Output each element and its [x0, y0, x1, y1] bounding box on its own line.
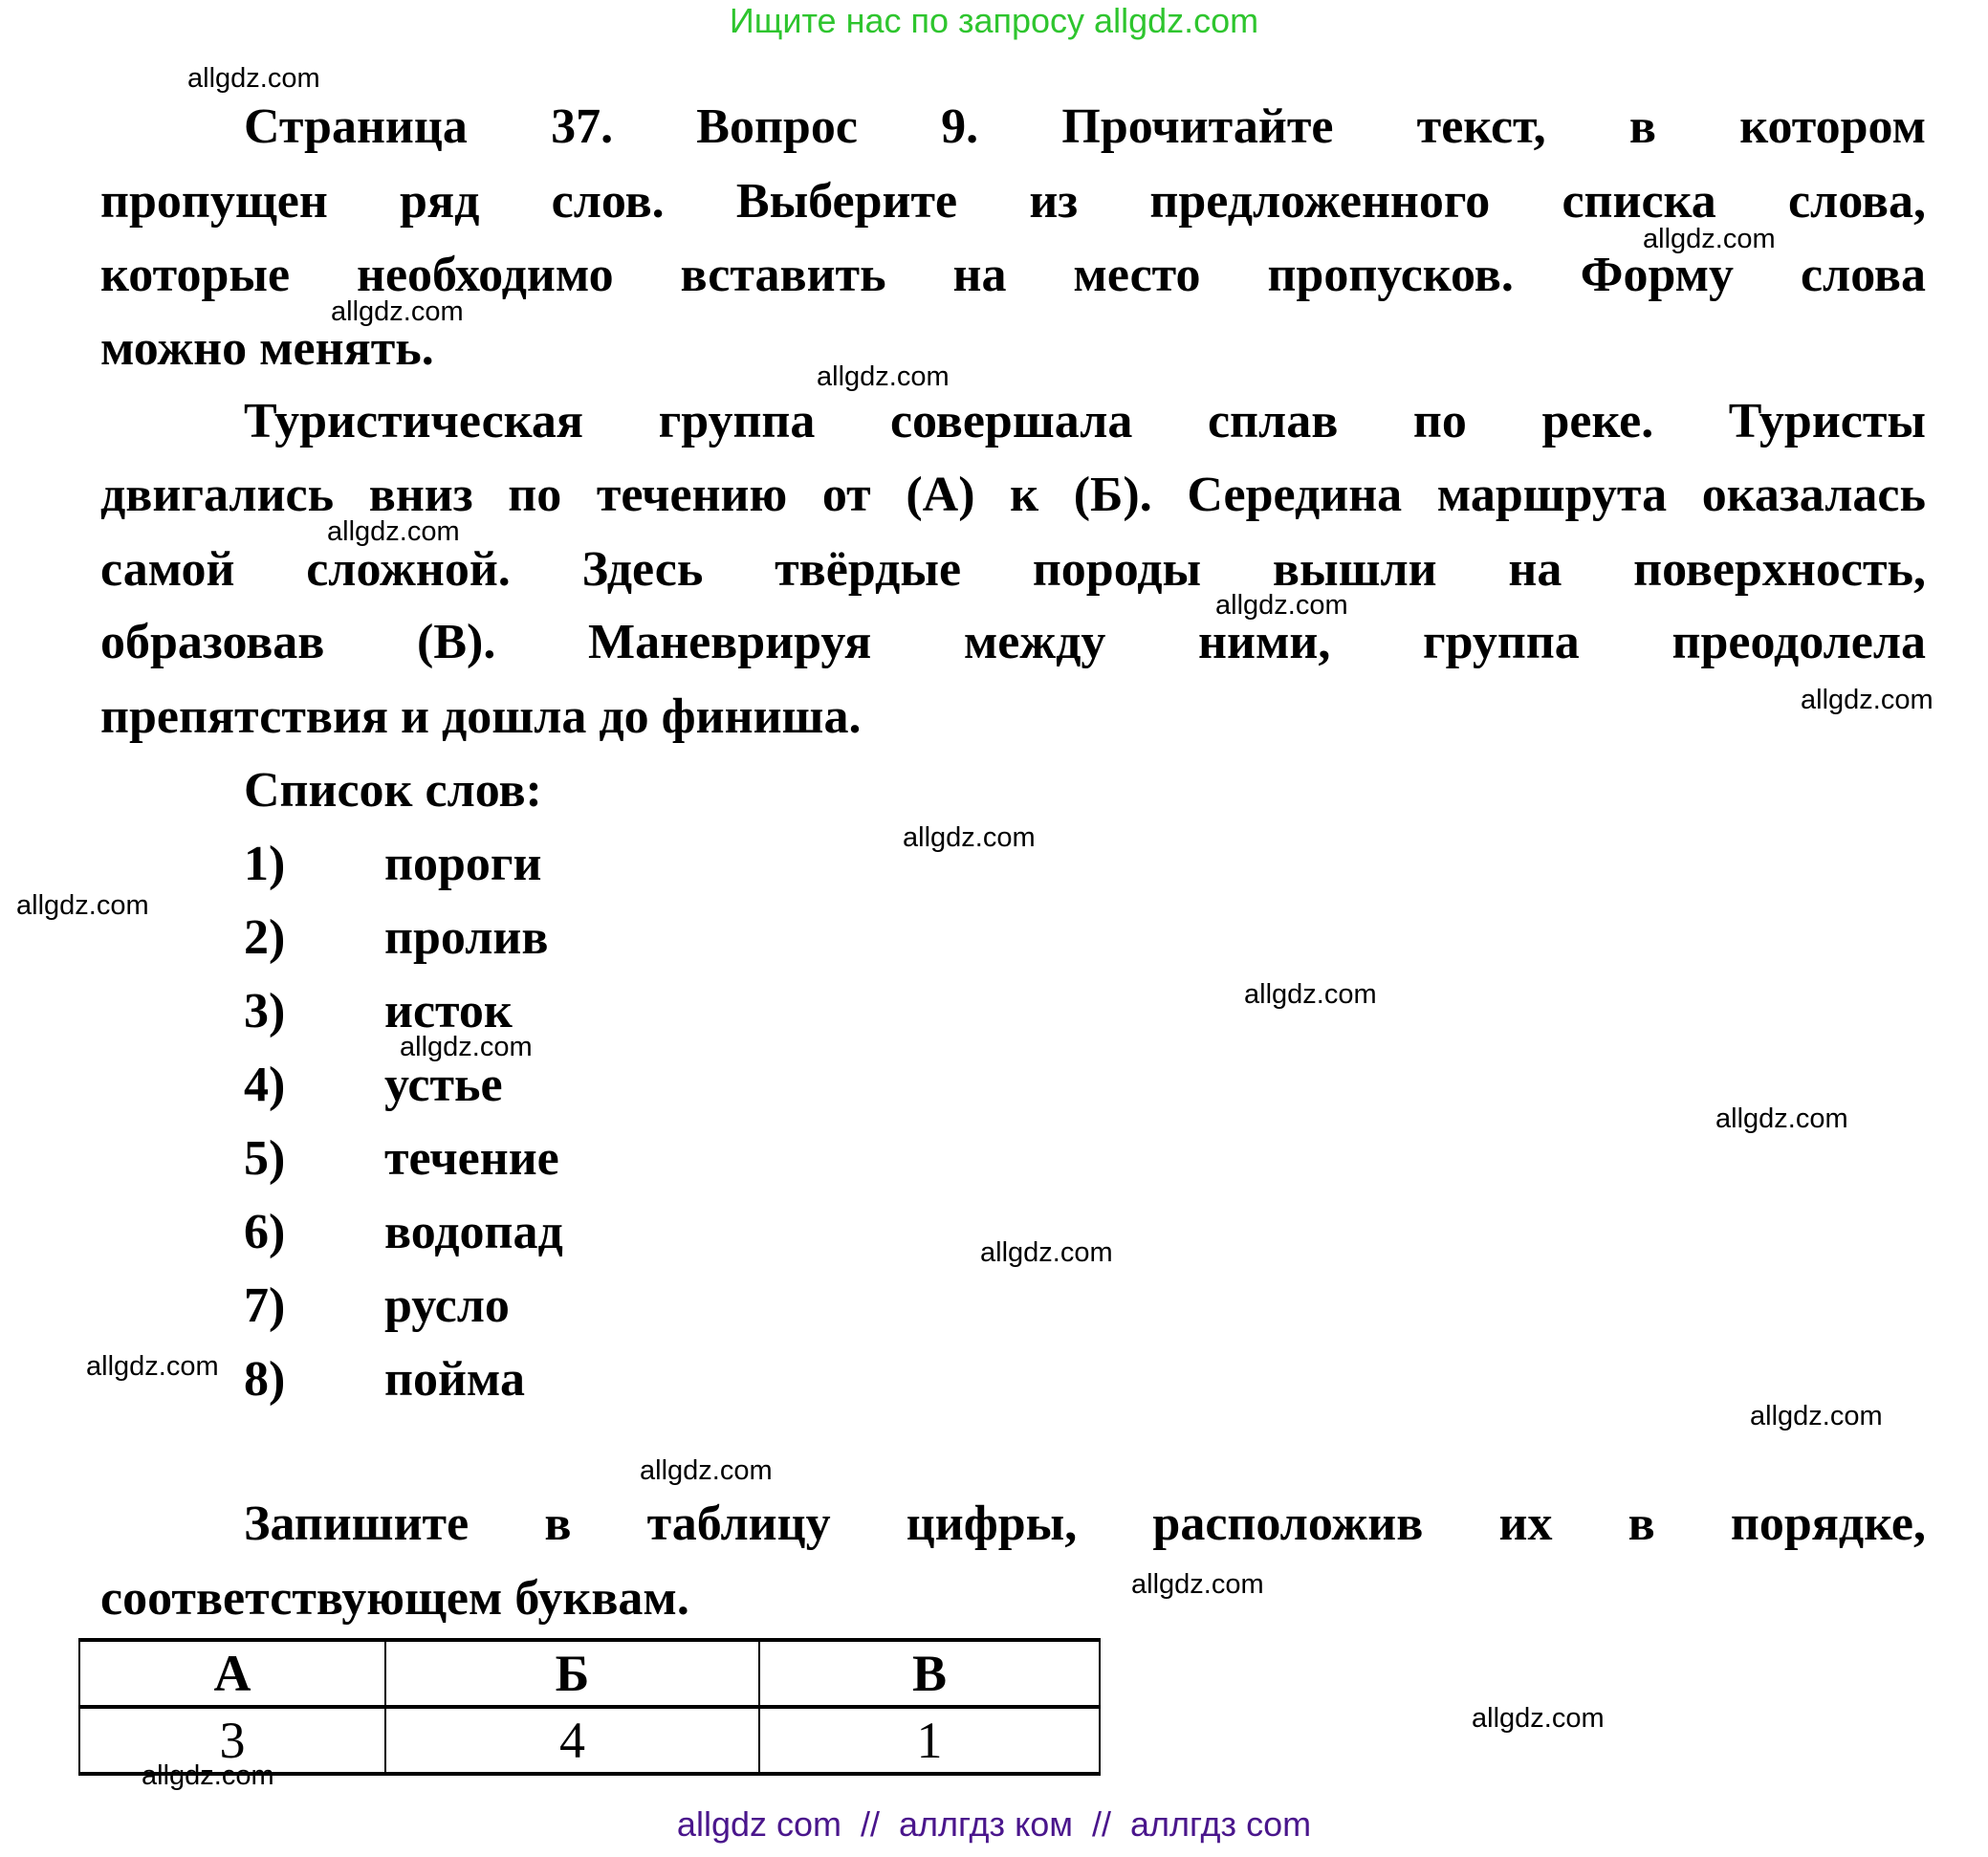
watermark: allgdz.com	[1750, 1401, 1883, 1431]
item-number: 8)	[244, 1352, 286, 1407]
passage-line: двигались вниз по течению от (А) к (Б). Середина маршрута оказалась	[100, 468, 1926, 522]
table-header-row	[79, 1640, 1100, 1707]
watermark: allgdz.com	[1715, 1103, 1848, 1134]
watermark: allgdz.com	[1131, 1569, 1264, 1600]
item-number: 2)	[244, 910, 286, 965]
watermark: allgdz.com	[817, 361, 950, 392]
header-cell: А	[79, 1640, 385, 1707]
watermark: allgdz.com	[640, 1455, 773, 1486]
header-cell: Б	[385, 1640, 759, 1707]
item-word: водопад	[384, 1205, 563, 1259]
item-number: 3)	[244, 984, 286, 1038]
watermark: allgdz.com	[1472, 1703, 1605, 1734]
watermark: allgdz.com	[903, 822, 1036, 853]
item-word: пойма	[384, 1352, 525, 1407]
item-number: 6)	[244, 1205, 286, 1259]
header-cell: В	[759, 1640, 1100, 1707]
watermark: allgdz.com	[1244, 979, 1377, 1010]
item-word: русло	[384, 1278, 510, 1333]
value-cell: 4	[385, 1707, 759, 1774]
watermark: allgdz.com	[86, 1351, 219, 1382]
instruction-line: соответствующем буквам.	[100, 1571, 689, 1626]
footer-banner: allgdz com // аллгдз ком // аллгдз com	[676, 1804, 1312, 1844]
passage-line: самой сложной. Здесь твёрдые породы вышли на поверхность,	[100, 542, 1926, 597]
watermark: allgdz.com	[187, 63, 320, 94]
watermark: allgdz.com	[1215, 590, 1348, 621]
watermark: allgdz.com	[331, 296, 464, 327]
watermark: allgdz.com	[327, 516, 460, 547]
passage-line: образовав (В). Маневрируя между ними, группа преодолела	[100, 615, 1926, 669]
task-line: можно менять.	[100, 321, 434, 376]
watermark: allgdz.com	[16, 890, 149, 921]
task-line: пропущен ряд слов. Выберите из предложенного списка слова,	[100, 174, 1926, 229]
passage-line: препятствия и дошла до финиша.	[100, 689, 862, 744]
item-word: устье	[384, 1058, 503, 1112]
item-number: 4)	[244, 1058, 286, 1112]
watermark: allgdz.com	[1801, 685, 1933, 715]
item-word: пороги	[384, 837, 542, 891]
watermark: allgdz.com	[980, 1237, 1113, 1268]
watermark: allgdz.com	[1643, 224, 1776, 254]
instruction-line: Запишите в таблицу цифры, расположив их в порядке,	[244, 1497, 1926, 1551]
value-cell: 3	[79, 1707, 385, 1774]
word-list-title: Список слов:	[244, 763, 542, 818]
watermark: allgdz.com	[400, 1032, 533, 1062]
passage-line: Туристическая группа совершала сплав по реке. Туристы	[244, 394, 1926, 448]
answer-table	[78, 1638, 1101, 1776]
item-number: 1)	[244, 837, 286, 891]
task-line: Страница 37. Вопрос 9. Прочитайте текст, в котором	[244, 99, 1926, 154]
value-cell: 1	[759, 1707, 1100, 1774]
task-line: которые необходимо вставить на место пропусков. Форму слова	[100, 248, 1926, 302]
item-number: 5)	[244, 1131, 286, 1186]
item-word: пролив	[384, 910, 549, 965]
item-word: исток	[384, 984, 513, 1038]
header-banner: Ищите нас по запросу allgdz.com	[729, 1, 1259, 40]
item-word: течение	[384, 1131, 559, 1186]
item-number: 7)	[244, 1278, 286, 1333]
watermark: allgdz.com	[142, 1760, 274, 1791]
